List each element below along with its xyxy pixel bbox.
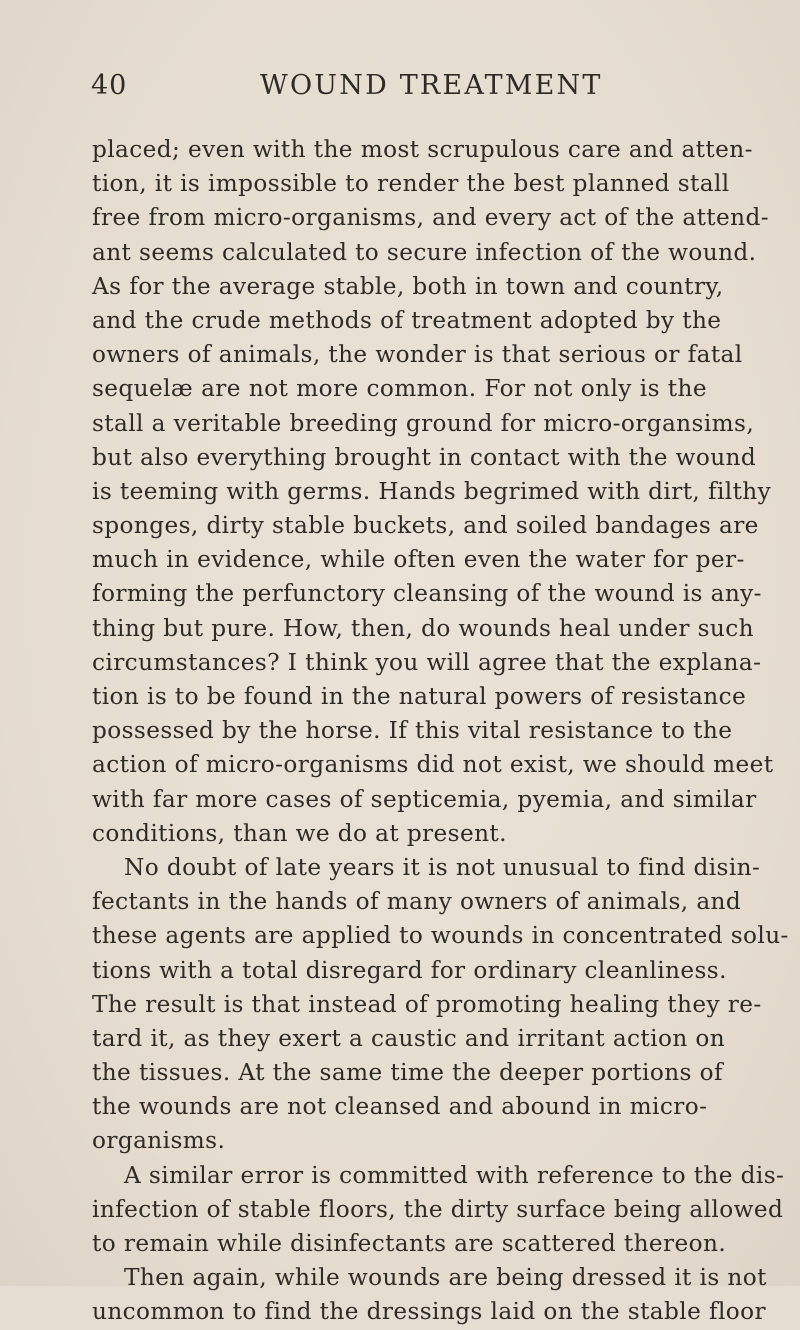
text-line: infection of stable floors, the dirty surface being allowed bbox=[92, 1195, 784, 1223]
text-line: sequelæ are not more common. For not only is the bbox=[92, 375, 707, 403]
text-line: these agents are applied to wounds in concentrated solu- bbox=[92, 922, 789, 950]
text-line: possessed by the horse. If this vital resistance to the bbox=[92, 717, 733, 745]
text-line: sponges, dirty stable buckets, and soiled bandages are bbox=[92, 512, 759, 540]
text-line: tions with a total disregard for ordinary cleanliness. bbox=[92, 956, 727, 984]
text-line: is teeming with germs. Hands begrimed with dirt, filthy bbox=[92, 477, 772, 505]
paragraph-end-line: conditions, than we do at present. bbox=[92, 819, 507, 847]
text-line: fectants in the hands of many owners of animals, and bbox=[92, 888, 742, 916]
text-line: owners of animals, the wonder is that serious or fatal bbox=[92, 341, 743, 369]
text-line: but also everything brought in contact with the wound bbox=[92, 443, 757, 471]
body-text bbox=[92, 133, 789, 1330]
paragraph-end-line: organisms. bbox=[92, 1127, 226, 1155]
text-line: placed; even with the most scrupulous care and atten- bbox=[92, 136, 753, 163]
page-number: 40 bbox=[91, 70, 128, 101]
text-line: and the crude methods of treatment adopted by the bbox=[92, 306, 722, 334]
page-header bbox=[91, 70, 711, 110]
text-line: the tissues. At the same time the deeper portions of bbox=[92, 1059, 723, 1087]
text-line: forming the perfunctory cleansing of the wound is any- bbox=[92, 580, 762, 608]
text-line: tion is to be found in the natural powers of resistance bbox=[92, 683, 747, 710]
paragraph-start-line: Then again, while wounds are being dressed it is not bbox=[124, 1264, 767, 1292]
text-line: with far more cases of septicemia, pyemia, and similar bbox=[92, 785, 757, 813]
text-line: the wounds are not cleansed and abound in micro- bbox=[92, 1093, 708, 1121]
text-line: tion, it is impossible to render the best planned stall bbox=[92, 170, 730, 198]
text-line: uncommon to find the dressings laid on the stable floor bbox=[92, 1298, 766, 1326]
text-line: action of micro-organisms did not exist, we should meet bbox=[92, 751, 774, 779]
text-line: stall a veritable breeding ground for micro-organsims, bbox=[92, 409, 755, 437]
text-line: ant seems calculated to secure infection of the wound. bbox=[92, 238, 757, 266]
running-title: WOUND TREATMENT bbox=[260, 70, 603, 101]
text-line: thing but pure. How, then, do wounds heal under such bbox=[92, 614, 754, 642]
text-line: tard it, as they exert a caustic and irritant action on bbox=[92, 1024, 726, 1052]
paragraph-end-line: to remain while disinfectants are scattered thereon. bbox=[92, 1230, 727, 1257]
paragraph-start-line: No doubt of late years it is not unusual to find disin- bbox=[124, 853, 761, 881]
text-line: As for the average stable, both in town and country, bbox=[92, 272, 724, 300]
text-line: circumstances? I think you will agree that the explana- bbox=[92, 648, 762, 676]
paragraph-start-line: A similar error is committed with reference to the dis- bbox=[124, 1161, 785, 1189]
text-line: The result is that instead of promoting healing they re- bbox=[92, 990, 762, 1018]
text-line: much in evidence, while often even the water for per- bbox=[92, 546, 745, 574]
text-line: free from micro-organisms, and every act of the attend- bbox=[92, 204, 769, 232]
